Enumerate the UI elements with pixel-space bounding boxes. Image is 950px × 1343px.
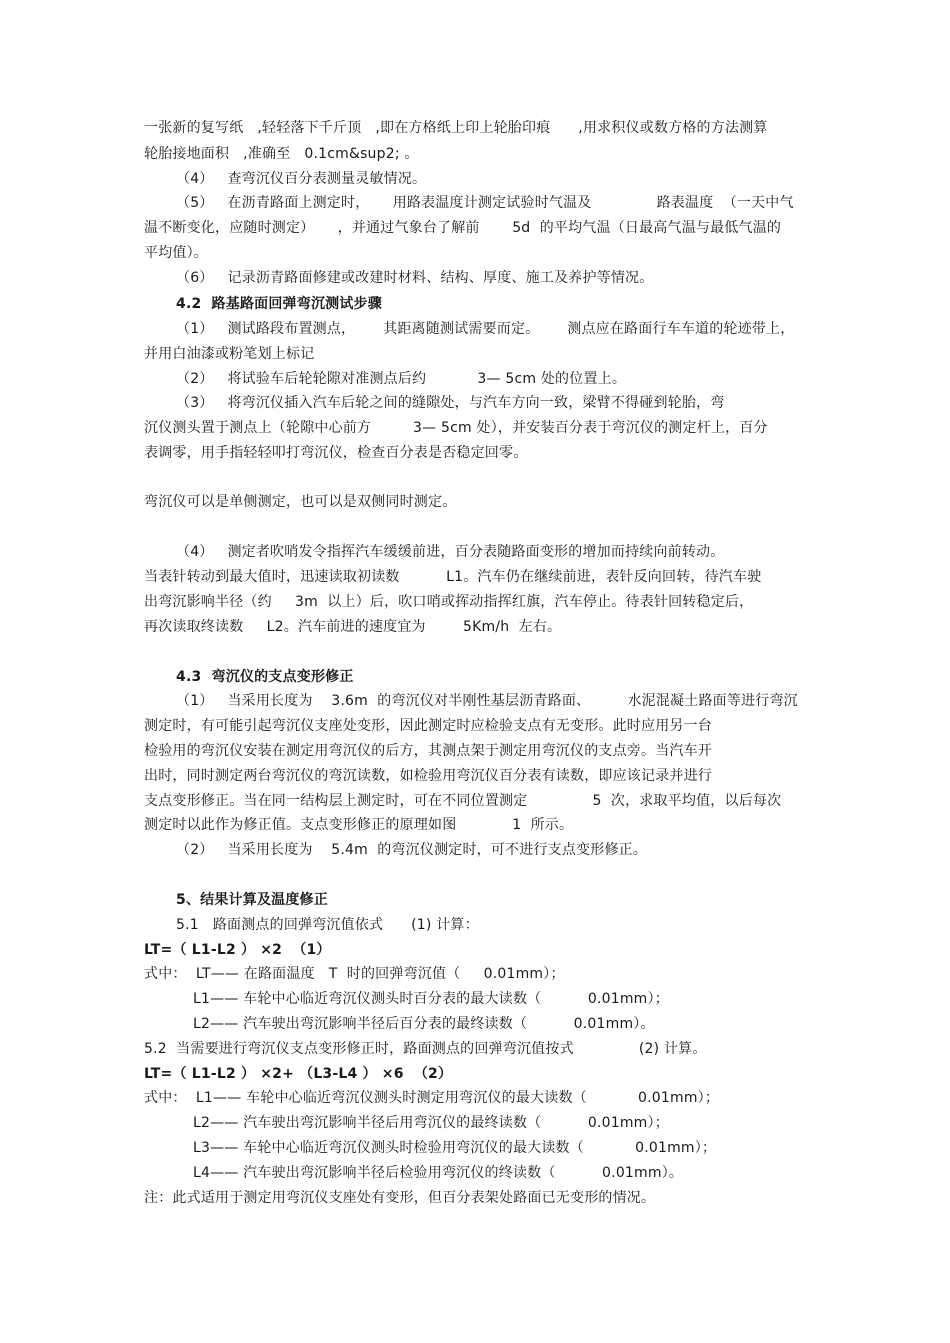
text-line: L2—— 汽车驶出弯沉影响半径后用弯沉仪的最终读数（ 0.01mm）； [193,1115,669,1131]
text-line: 出时，同时测定两台弯沉仪的弯沉读数，如检验用弯沉仪百分表有读数，即应该记录并进行 [144,768,712,784]
text-line: 平均值）。 [144,245,208,261]
text-line: L4—— 汽车驶出弯沉影响半径后检验用弯沉仪的终读数（ 0.01mm）。 [193,1165,684,1181]
text-line: 5.1 路面测点的回弹弯沉值依式 (1) 计算： [176,917,479,933]
section-heading-4-3: 4.3 弯沉仪的支点变形修正 [176,669,354,685]
text-line: 温不断变化，应随时测定） ，并通过气象台了解前 5d 的平均气温（日最高气温与最低气温的 [144,220,782,236]
text-line: （1） 当采用长度为 3.6m 的弯沉仪对半刚性基层沥青路面、 水泥混凝土路面等进行弯沉 [176,693,798,709]
note-line: 注：此式适用于测定用弯沉仪支座处有变形，但百分表架处路面已无变形的情况。 [144,1190,656,1206]
text-line: （5） 在沥青路面上测定时， 用路表温度计测定试验时气温及 路表温度 （一天中气 [176,195,794,211]
text-line: 测定时，有可能引起弯沉仪支座处变形，因此测定时应检验支点有无变形。此时应用另一台 [144,718,712,734]
text-line: 当表针转动到最大值时，迅速读取初读数 L1。汽车仍在继续前进，表针反向回转，待汽车驶 [144,569,762,585]
text-line: （4） 查弯沉仪百分表测量灵敏情况。 [176,171,427,187]
text-line: L2—— 汽车驶出弯沉影响半径后百分表的最终读数（ 0.01mm）。 [193,1016,655,1032]
text-line: 弯沉仪可以是单侧测定，也可以是双侧同时测定。 [144,494,457,510]
formula-1: LT=（ L1-L2 ） ×2 （1） [144,942,331,958]
text-line: 轮胎接地面积 ,准确至 0.1cm&sup2; 。 [144,146,419,162]
text-line: （4） 测定者吹哨发令指挥汽车缓缓前进，百分表随路面变形的增加而持续向前转动。 [176,544,725,560]
text-line: 出弯沉影响半径（约 3m 以上）后，吹口哨或挥动指挥红旗，汽车停止。待表针回转稳定后， [144,594,754,610]
text-line: （1） 测试路段布置测点， 其距离随测试需要而定。 测点应在路面行车车道的轮迹带上， [176,321,795,337]
text-line: 测定时以此作为修正值。支点变形修正的原理如图 1 所示。 [144,817,574,833]
text-line: 并用白油漆或粉笔划上标记 [144,346,315,362]
text-line: （2） 将试验车后轮轮隙对准测点后约 3— 5cm 处的位置上。 [176,371,627,387]
text-line: 5.2 当需要进行弯沉仪支点变形修正时，路面测点的回弹弯沉值按式 (2) 计算。 [144,1041,707,1057]
text-line: （3） 将弯沉仪插入汽车后轮之间的缝隙处，与汽车方向一致，梁臂不得碰到轮胎，弯 [176,395,725,411]
text-line: 支点变形修正。当在同一结构层上测定时，可在不同位置测定 5 次，求取平均值，以后每次 [144,793,782,809]
text-line: （6） 记录沥青路面修建或改建时材料、结构、厚度、施工及养护等情况。 [176,270,654,286]
formula-2: LT=（ L1-L2 ） ×2+ （L3-L4 ） ×6 （2） [144,1066,453,1082]
text-line: 式中： LT—— 在路面温度 T 时的回弹弯沉值（ 0.01mm）； [144,966,565,982]
text-line: 再次读取终读数 L2。汽车前进的速度宜为 5Km/h 左右。 [144,619,562,635]
section-heading-4-2: 4.2 路基路面回弹弯沉测试步骤 [176,296,382,312]
text-line: 式中： L1—— 车轮中心临近弯沉仪测头时测定用弯沉仪的最大读数（ 0.01mm）； [144,1090,720,1106]
text-line: 沉仪测头置于测点上（轮隙中心前方 3— 5cm 处），并安装百分表于弯沉仪的测定杆上，百分 [144,420,768,436]
text-line: L1—— 车轮中心临近弯沉仪测头时百分表的最大读数（ 0.01mm）； [193,991,669,1007]
text-line: 表调零，用手指轻轻叩打弯沉仪，检查百分表是否稳定回零。 [144,445,528,461]
section-heading-5: 5、结果计算及温度修正 [176,892,328,908]
text-line: 检验用的弯沉仪安装在测定用弯沉仪的后方，其测点架于测定用弯沉仪的支点旁。当汽车开 [144,743,712,759]
text-line: L3—— 车轮中心临近弯沉仪测头时检验用弯沉仪的最大读数（ 0.01mm）； [193,1140,717,1156]
text-line: （2） 当采用长度为 5.4m 的弯沉仪测定时，可不进行支点变形修正。 [176,842,648,858]
text-line: 一张新的复写纸 ,轻轻落下千斤顶 ,即在方格纸上印上轮胎印痕 ,用求积仪或数方格的方法测算 [144,120,768,136]
